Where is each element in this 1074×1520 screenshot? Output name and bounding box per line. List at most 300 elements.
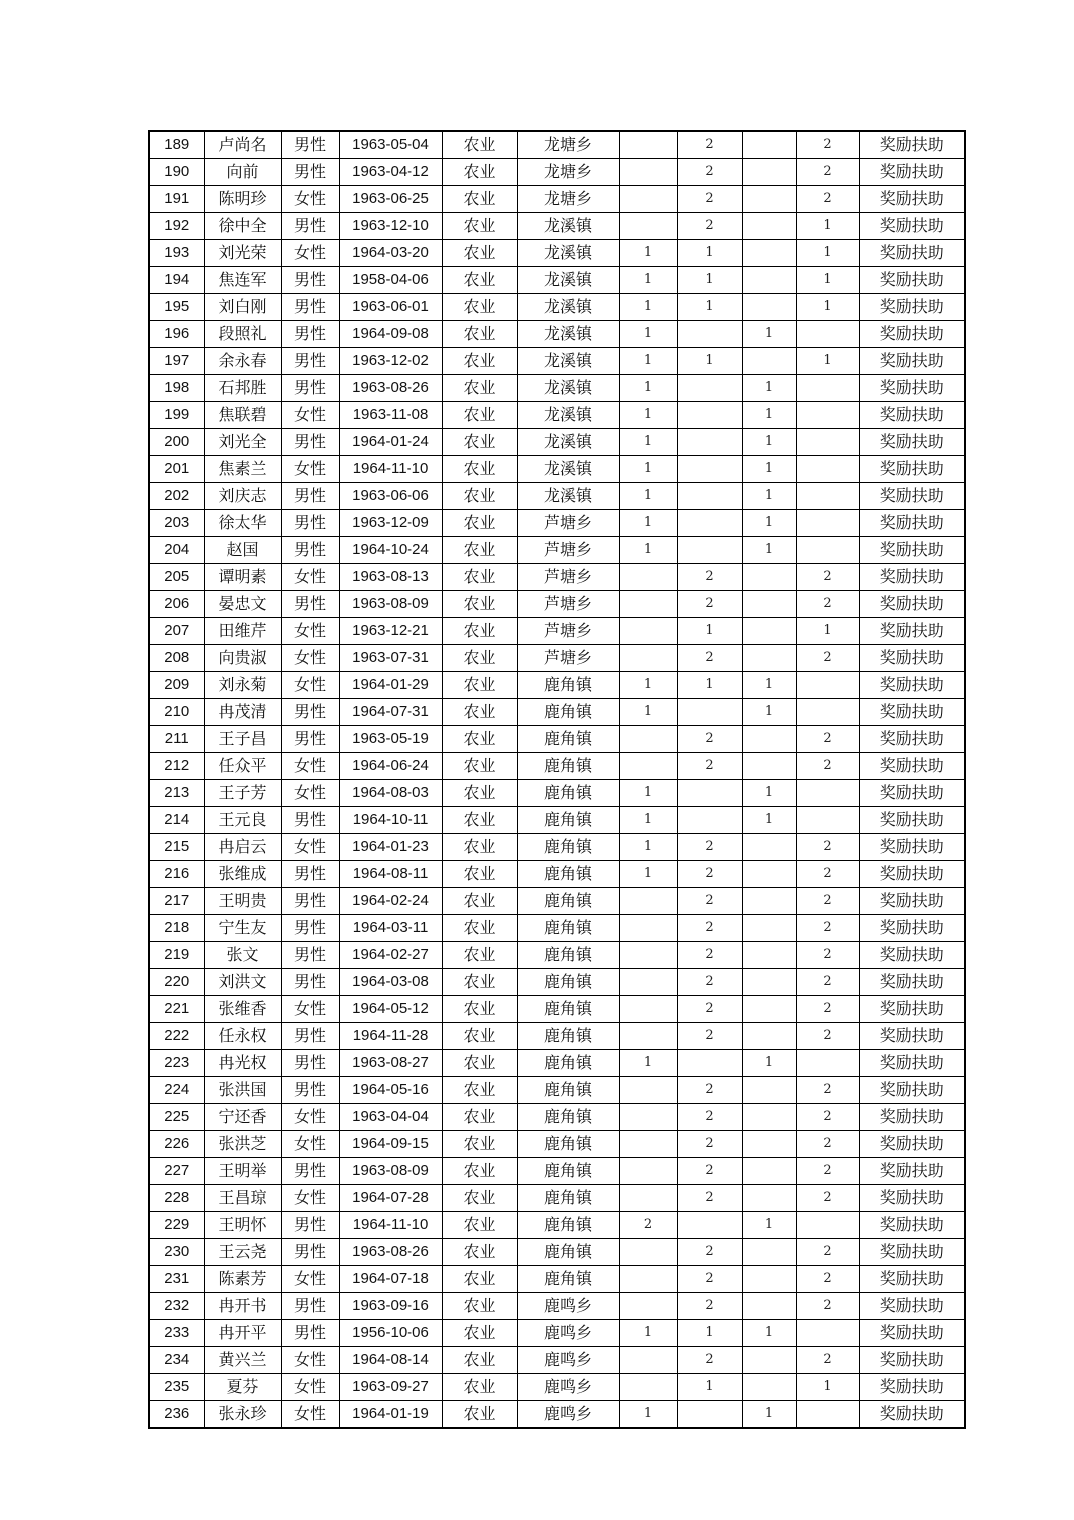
person-name-cell: 向贵淑 — [204, 645, 281, 672]
township-cell: 鹿角镇 — [517, 1266, 619, 1293]
count-a-cell: 1 — [619, 861, 677, 888]
birth-date-cell: 1964-01-29 — [339, 672, 442, 699]
household-type-cell: 农业 — [442, 645, 517, 672]
count-c-cell: 1 — [742, 429, 796, 456]
count-a-cell — [619, 1374, 677, 1401]
person-name-cell: 卢尚名 — [204, 131, 281, 159]
birth-date-cell: 1964-03-08 — [339, 969, 442, 996]
township-cell: 鹿角镇 — [517, 1158, 619, 1185]
count-c-cell — [742, 834, 796, 861]
township-cell: 龙溪镇 — [517, 483, 619, 510]
count-a-cell — [619, 645, 677, 672]
count-a-cell: 1 — [619, 240, 677, 267]
household-type-cell: 农业 — [442, 996, 517, 1023]
count-b-cell: 2 — [677, 969, 742, 996]
township-cell: 芦塘乡 — [517, 645, 619, 672]
township-cell: 龙溪镇 — [517, 402, 619, 429]
count-d-cell — [796, 699, 859, 726]
gender-cell: 男性 — [281, 159, 339, 186]
table-row — [149, 969, 965, 996]
birth-date-cell: 1956-10-06 — [339, 1320, 442, 1347]
row-index-cell: 228 — [149, 1185, 204, 1212]
birth-date-cell: 1964-09-08 — [339, 321, 442, 348]
birth-date-cell: 1963-08-26 — [339, 375, 442, 402]
count-c-cell — [742, 996, 796, 1023]
row-index-cell: 219 — [149, 942, 204, 969]
gender-cell: 女性 — [281, 1131, 339, 1158]
count-c-cell — [742, 1293, 796, 1320]
table-row — [149, 1212, 965, 1239]
person-name-cell: 王明贵 — [204, 888, 281, 915]
subsidy-type-cell: 奖励扶助 — [859, 1293, 965, 1320]
table-row — [149, 429, 965, 456]
row-index-cell: 192 — [149, 213, 204, 240]
household-type-cell: 农业 — [442, 321, 517, 348]
township-cell: 鹿角镇 — [517, 1239, 619, 1266]
birth-date-cell: 1964-01-24 — [339, 429, 442, 456]
subsidy-type-cell: 奖励扶助 — [859, 1023, 965, 1050]
row-index-cell: 201 — [149, 456, 204, 483]
household-type-cell: 农业 — [442, 348, 517, 375]
gender-cell: 女性 — [281, 456, 339, 483]
count-c-cell: 1 — [742, 375, 796, 402]
birth-date-cell: 1963-08-26 — [339, 1239, 442, 1266]
gender-cell: 男性 — [281, 591, 339, 618]
township-cell: 鹿角镇 — [517, 1212, 619, 1239]
person-name-cell: 冉开书 — [204, 1293, 281, 1320]
subsidy-type-cell: 奖励扶助 — [859, 483, 965, 510]
township-cell: 鹿鸣乡 — [517, 1347, 619, 1374]
table-row — [149, 564, 965, 591]
township-cell: 龙塘乡 — [517, 131, 619, 159]
subsidy-type-cell: 奖励扶助 — [859, 1212, 965, 1239]
township-cell: 龙溪镇 — [517, 456, 619, 483]
count-d-cell — [796, 321, 859, 348]
subsidy-type-cell: 奖励扶助 — [859, 942, 965, 969]
person-name-cell: 石邦胜 — [204, 375, 281, 402]
count-c-cell: 1 — [742, 321, 796, 348]
subsidy-type-cell: 奖励扶助 — [859, 1401, 965, 1429]
person-name-cell: 余永春 — [204, 348, 281, 375]
household-type-cell: 农业 — [442, 942, 517, 969]
township-cell: 鹿角镇 — [517, 888, 619, 915]
birth-date-cell: 1964-07-31 — [339, 699, 442, 726]
count-d-cell: 2 — [796, 1077, 859, 1104]
count-a-cell — [619, 213, 677, 240]
count-c-cell: 1 — [742, 780, 796, 807]
subsidy-type-cell: 奖励扶助 — [859, 645, 965, 672]
birth-date-cell: 1963-12-10 — [339, 213, 442, 240]
count-a-cell — [619, 618, 677, 645]
table-row — [149, 834, 965, 861]
count-b-cell: 1 — [677, 618, 742, 645]
count-c-cell: 1 — [742, 699, 796, 726]
gender-cell: 男性 — [281, 537, 339, 564]
table-row — [149, 402, 965, 429]
birth-date-cell: 1964-02-24 — [339, 888, 442, 915]
household-type-cell: 农业 — [442, 1023, 517, 1050]
table-row — [149, 645, 965, 672]
household-type-cell: 农业 — [442, 240, 517, 267]
gender-cell: 女性 — [281, 1347, 339, 1374]
gender-cell: 女性 — [281, 186, 339, 213]
count-b-cell — [677, 780, 742, 807]
subsidy-type-cell: 奖励扶助 — [859, 861, 965, 888]
count-d-cell — [796, 429, 859, 456]
township-cell: 龙溪镇 — [517, 267, 619, 294]
person-name-cell: 陈明珍 — [204, 186, 281, 213]
count-d-cell: 1 — [796, 348, 859, 375]
count-d-cell: 2 — [796, 1131, 859, 1158]
count-b-cell: 2 — [677, 1131, 742, 1158]
table-row — [149, 483, 965, 510]
person-name-cell: 刘光全 — [204, 429, 281, 456]
count-a-cell — [619, 1239, 677, 1266]
count-b-cell: 1 — [677, 294, 742, 321]
count-a-cell — [619, 1293, 677, 1320]
count-b-cell: 2 — [677, 131, 742, 159]
table-row — [149, 1293, 965, 1320]
row-index-cell: 211 — [149, 726, 204, 753]
birth-date-cell: 1964-10-24 — [339, 537, 442, 564]
township-cell: 龙溪镇 — [517, 240, 619, 267]
subsidy-type-cell: 奖励扶助 — [859, 1104, 965, 1131]
count-d-cell: 2 — [796, 1185, 859, 1212]
row-index-cell: 193 — [149, 240, 204, 267]
birth-date-cell: 1964-07-18 — [339, 1266, 442, 1293]
person-name-cell: 王昌琼 — [204, 1185, 281, 1212]
gender-cell: 男性 — [281, 483, 339, 510]
township-cell: 芦塘乡 — [517, 564, 619, 591]
household-type-cell: 农业 — [442, 510, 517, 537]
count-c-cell — [742, 159, 796, 186]
birth-date-cell: 1964-11-28 — [339, 1023, 442, 1050]
count-c-cell — [742, 915, 796, 942]
row-index-cell: 202 — [149, 483, 204, 510]
gender-cell: 女性 — [281, 645, 339, 672]
household-type-cell: 农业 — [442, 1347, 517, 1374]
township-cell: 龙溪镇 — [517, 294, 619, 321]
gender-cell: 女性 — [281, 996, 339, 1023]
birth-date-cell: 1963-09-16 — [339, 1293, 442, 1320]
subsidy-type-cell: 奖励扶助 — [859, 1050, 965, 1077]
birth-date-cell: 1963-06-01 — [339, 294, 442, 321]
household-type-cell: 农业 — [442, 1050, 517, 1077]
subsidy-type-cell: 奖励扶助 — [859, 348, 965, 375]
table-row — [149, 159, 965, 186]
row-index-cell: 197 — [149, 348, 204, 375]
count-d-cell — [796, 1050, 859, 1077]
subsidy-type-cell: 奖励扶助 — [859, 753, 965, 780]
table-row — [149, 294, 965, 321]
count-d-cell: 2 — [796, 1293, 859, 1320]
gender-cell: 男性 — [281, 726, 339, 753]
count-b-cell — [677, 456, 742, 483]
birth-date-cell: 1964-08-14 — [339, 1347, 442, 1374]
row-index-cell: 224 — [149, 1077, 204, 1104]
household-type-cell: 农业 — [442, 969, 517, 996]
count-c-cell — [742, 969, 796, 996]
count-b-cell: 2 — [677, 186, 742, 213]
count-c-cell — [742, 267, 796, 294]
gender-cell: 男性 — [281, 1050, 339, 1077]
count-c-cell — [742, 1239, 796, 1266]
count-a-cell: 1 — [619, 1320, 677, 1347]
township-cell: 鹿角镇 — [517, 942, 619, 969]
count-d-cell — [796, 510, 859, 537]
count-a-cell: 1 — [619, 429, 677, 456]
household-type-cell: 农业 — [442, 888, 517, 915]
birth-date-cell: 1964-10-11 — [339, 807, 442, 834]
household-type-cell: 农业 — [442, 1320, 517, 1347]
row-index-cell: 189 — [149, 131, 204, 159]
subsidy-type-cell: 奖励扶助 — [859, 726, 965, 753]
birth-date-cell: 1963-08-09 — [339, 1158, 442, 1185]
count-d-cell: 2 — [796, 915, 859, 942]
gender-cell: 男性 — [281, 1023, 339, 1050]
count-a-cell — [619, 186, 677, 213]
count-c-cell — [742, 1374, 796, 1401]
subsidy-type-cell: 奖励扶助 — [859, 510, 965, 537]
gender-cell: 男性 — [281, 510, 339, 537]
table-row — [149, 699, 965, 726]
household-type-cell: 农业 — [442, 861, 517, 888]
person-name-cell: 刘永菊 — [204, 672, 281, 699]
count-d-cell: 1 — [796, 240, 859, 267]
township-cell: 鹿角镇 — [517, 726, 619, 753]
count-c-cell: 1 — [742, 1320, 796, 1347]
count-c-cell — [742, 186, 796, 213]
township-cell: 芦塘乡 — [517, 537, 619, 564]
table-row — [149, 186, 965, 213]
row-index-cell: 212 — [149, 753, 204, 780]
row-index-cell: 198 — [149, 375, 204, 402]
birth-date-cell: 1964-11-10 — [339, 456, 442, 483]
gender-cell: 男性 — [281, 888, 339, 915]
row-index-cell: 203 — [149, 510, 204, 537]
count-b-cell — [677, 699, 742, 726]
person-name-cell: 宁生友 — [204, 915, 281, 942]
birth-date-cell: 1964-03-20 — [339, 240, 442, 267]
person-name-cell: 张维成 — [204, 861, 281, 888]
township-cell: 鹿鸣乡 — [517, 1401, 619, 1429]
count-c-cell — [742, 861, 796, 888]
count-a-cell — [619, 969, 677, 996]
count-b-cell: 2 — [677, 1158, 742, 1185]
row-index-cell: 235 — [149, 1374, 204, 1401]
count-d-cell: 2 — [796, 1023, 859, 1050]
person-name-cell: 赵国 — [204, 537, 281, 564]
count-a-cell — [619, 942, 677, 969]
household-type-cell: 农业 — [442, 1374, 517, 1401]
table-row — [149, 996, 965, 1023]
count-c-cell: 1 — [742, 1212, 796, 1239]
count-b-cell: 2 — [677, 1266, 742, 1293]
table-row — [149, 131, 965, 159]
township-cell: 鹿角镇 — [517, 753, 619, 780]
count-b-cell: 1 — [677, 348, 742, 375]
household-type-cell: 农业 — [442, 591, 517, 618]
count-c-cell — [742, 348, 796, 375]
birth-date-cell: 1964-05-16 — [339, 1077, 442, 1104]
count-c-cell — [742, 131, 796, 159]
township-cell: 龙溪镇 — [517, 429, 619, 456]
township-cell: 龙溪镇 — [517, 348, 619, 375]
count-b-cell: 2 — [677, 942, 742, 969]
count-d-cell — [796, 402, 859, 429]
count-b-cell — [677, 1212, 742, 1239]
row-index-cell: 229 — [149, 1212, 204, 1239]
count-a-cell: 1 — [619, 807, 677, 834]
count-c-cell — [742, 1077, 796, 1104]
count-c-cell — [742, 1158, 796, 1185]
count-a-cell: 1 — [619, 1401, 677, 1429]
township-cell: 芦塘乡 — [517, 591, 619, 618]
gender-cell: 男性 — [281, 861, 339, 888]
count-d-cell: 2 — [796, 186, 859, 213]
row-index-cell: 194 — [149, 267, 204, 294]
table-row — [149, 861, 965, 888]
count-c-cell — [742, 1104, 796, 1131]
row-index-cell: 227 — [149, 1158, 204, 1185]
person-name-cell: 任永权 — [204, 1023, 281, 1050]
township-cell: 鹿角镇 — [517, 969, 619, 996]
township-cell: 鹿角镇 — [517, 915, 619, 942]
count-a-cell: 1 — [619, 348, 677, 375]
township-cell: 龙溪镇 — [517, 321, 619, 348]
birth-date-cell: 1964-05-12 — [339, 996, 442, 1023]
household-type-cell: 农业 — [442, 780, 517, 807]
table-row — [149, 1185, 965, 1212]
count-d-cell: 2 — [796, 753, 859, 780]
count-a-cell — [619, 996, 677, 1023]
row-index-cell: 215 — [149, 834, 204, 861]
row-index-cell: 226 — [149, 1131, 204, 1158]
row-index-cell: 207 — [149, 618, 204, 645]
count-a-cell: 1 — [619, 267, 677, 294]
person-name-cell: 张永珍 — [204, 1401, 281, 1429]
count-d-cell — [796, 807, 859, 834]
household-type-cell: 农业 — [442, 672, 517, 699]
person-name-cell: 张文 — [204, 942, 281, 969]
count-c-cell: 1 — [742, 807, 796, 834]
table-row — [149, 915, 965, 942]
count-c-cell: 1 — [742, 537, 796, 564]
person-name-cell: 王元良 — [204, 807, 281, 834]
count-b-cell — [677, 429, 742, 456]
row-index-cell: 205 — [149, 564, 204, 591]
gender-cell: 男性 — [281, 807, 339, 834]
birth-date-cell: 1964-06-24 — [339, 753, 442, 780]
table-row — [149, 456, 965, 483]
birth-date-cell: 1963-08-13 — [339, 564, 442, 591]
birth-date-cell: 1963-09-27 — [339, 1374, 442, 1401]
subsidy-type-cell: 奖励扶助 — [859, 402, 965, 429]
subsidy-type-cell: 奖励扶助 — [859, 1347, 965, 1374]
birth-date-cell: 1963-12-02 — [339, 348, 442, 375]
table-row — [149, 726, 965, 753]
household-type-cell: 农业 — [442, 618, 517, 645]
household-type-cell: 农业 — [442, 131, 517, 159]
count-b-cell: 2 — [677, 1239, 742, 1266]
count-c-cell — [742, 726, 796, 753]
table-row — [149, 1050, 965, 1077]
subsidy-type-cell: 奖励扶助 — [859, 807, 965, 834]
row-index-cell: 232 — [149, 1293, 204, 1320]
table-row — [149, 1374, 965, 1401]
count-d-cell — [796, 1401, 859, 1429]
household-type-cell: 农业 — [442, 915, 517, 942]
count-a-cell — [619, 888, 677, 915]
person-name-cell: 张洪国 — [204, 1077, 281, 1104]
township-cell: 鹿鸣乡 — [517, 1374, 619, 1401]
count-b-cell — [677, 1401, 742, 1429]
table-row — [149, 1401, 965, 1429]
count-b-cell: 2 — [677, 159, 742, 186]
count-b-cell: 2 — [677, 1023, 742, 1050]
gender-cell: 女性 — [281, 1104, 339, 1131]
birth-date-cell: 1963-12-21 — [339, 618, 442, 645]
gender-cell: 男性 — [281, 294, 339, 321]
person-name-cell: 刘洪文 — [204, 969, 281, 996]
count-c-cell — [742, 1347, 796, 1374]
row-index-cell: 233 — [149, 1320, 204, 1347]
household-type-cell: 农业 — [442, 429, 517, 456]
count-a-cell — [619, 1158, 677, 1185]
gender-cell: 男性 — [281, 969, 339, 996]
person-name-cell: 冉茂清 — [204, 699, 281, 726]
subsidy-type-cell: 奖励扶助 — [859, 429, 965, 456]
count-a-cell — [619, 1347, 677, 1374]
birth-date-cell: 1964-08-03 — [339, 780, 442, 807]
household-type-cell: 农业 — [442, 456, 517, 483]
gender-cell: 女性 — [281, 618, 339, 645]
person-name-cell: 刘庆志 — [204, 483, 281, 510]
count-b-cell: 2 — [677, 1104, 742, 1131]
household-type-cell: 农业 — [442, 537, 517, 564]
table-row — [149, 753, 965, 780]
row-index-cell: 223 — [149, 1050, 204, 1077]
table-row — [149, 240, 965, 267]
count-a-cell — [619, 915, 677, 942]
gender-cell: 男性 — [281, 267, 339, 294]
count-b-cell — [677, 483, 742, 510]
row-index-cell: 204 — [149, 537, 204, 564]
table-row — [149, 321, 965, 348]
birth-date-cell: 1963-08-09 — [339, 591, 442, 618]
gender-cell: 女性 — [281, 780, 339, 807]
birth-date-cell: 1963-12-09 — [339, 510, 442, 537]
table-row — [149, 267, 965, 294]
household-type-cell: 农业 — [442, 1293, 517, 1320]
township-cell: 鹿角镇 — [517, 1050, 619, 1077]
household-type-cell: 农业 — [442, 267, 517, 294]
count-d-cell: 1 — [796, 1374, 859, 1401]
count-b-cell: 2 — [677, 1077, 742, 1104]
count-d-cell: 2 — [796, 564, 859, 591]
table-row — [149, 618, 965, 645]
township-cell: 鹿角镇 — [517, 996, 619, 1023]
township-cell: 芦塘乡 — [517, 618, 619, 645]
township-cell: 龙塘乡 — [517, 186, 619, 213]
count-a-cell — [619, 1185, 677, 1212]
household-type-cell: 农业 — [442, 1212, 517, 1239]
birth-date-cell: 1964-03-11 — [339, 915, 442, 942]
township-cell: 鹿鸣乡 — [517, 1320, 619, 1347]
birth-date-cell: 1964-01-23 — [339, 834, 442, 861]
row-index-cell: 213 — [149, 780, 204, 807]
table-body — [149, 131, 965, 1428]
